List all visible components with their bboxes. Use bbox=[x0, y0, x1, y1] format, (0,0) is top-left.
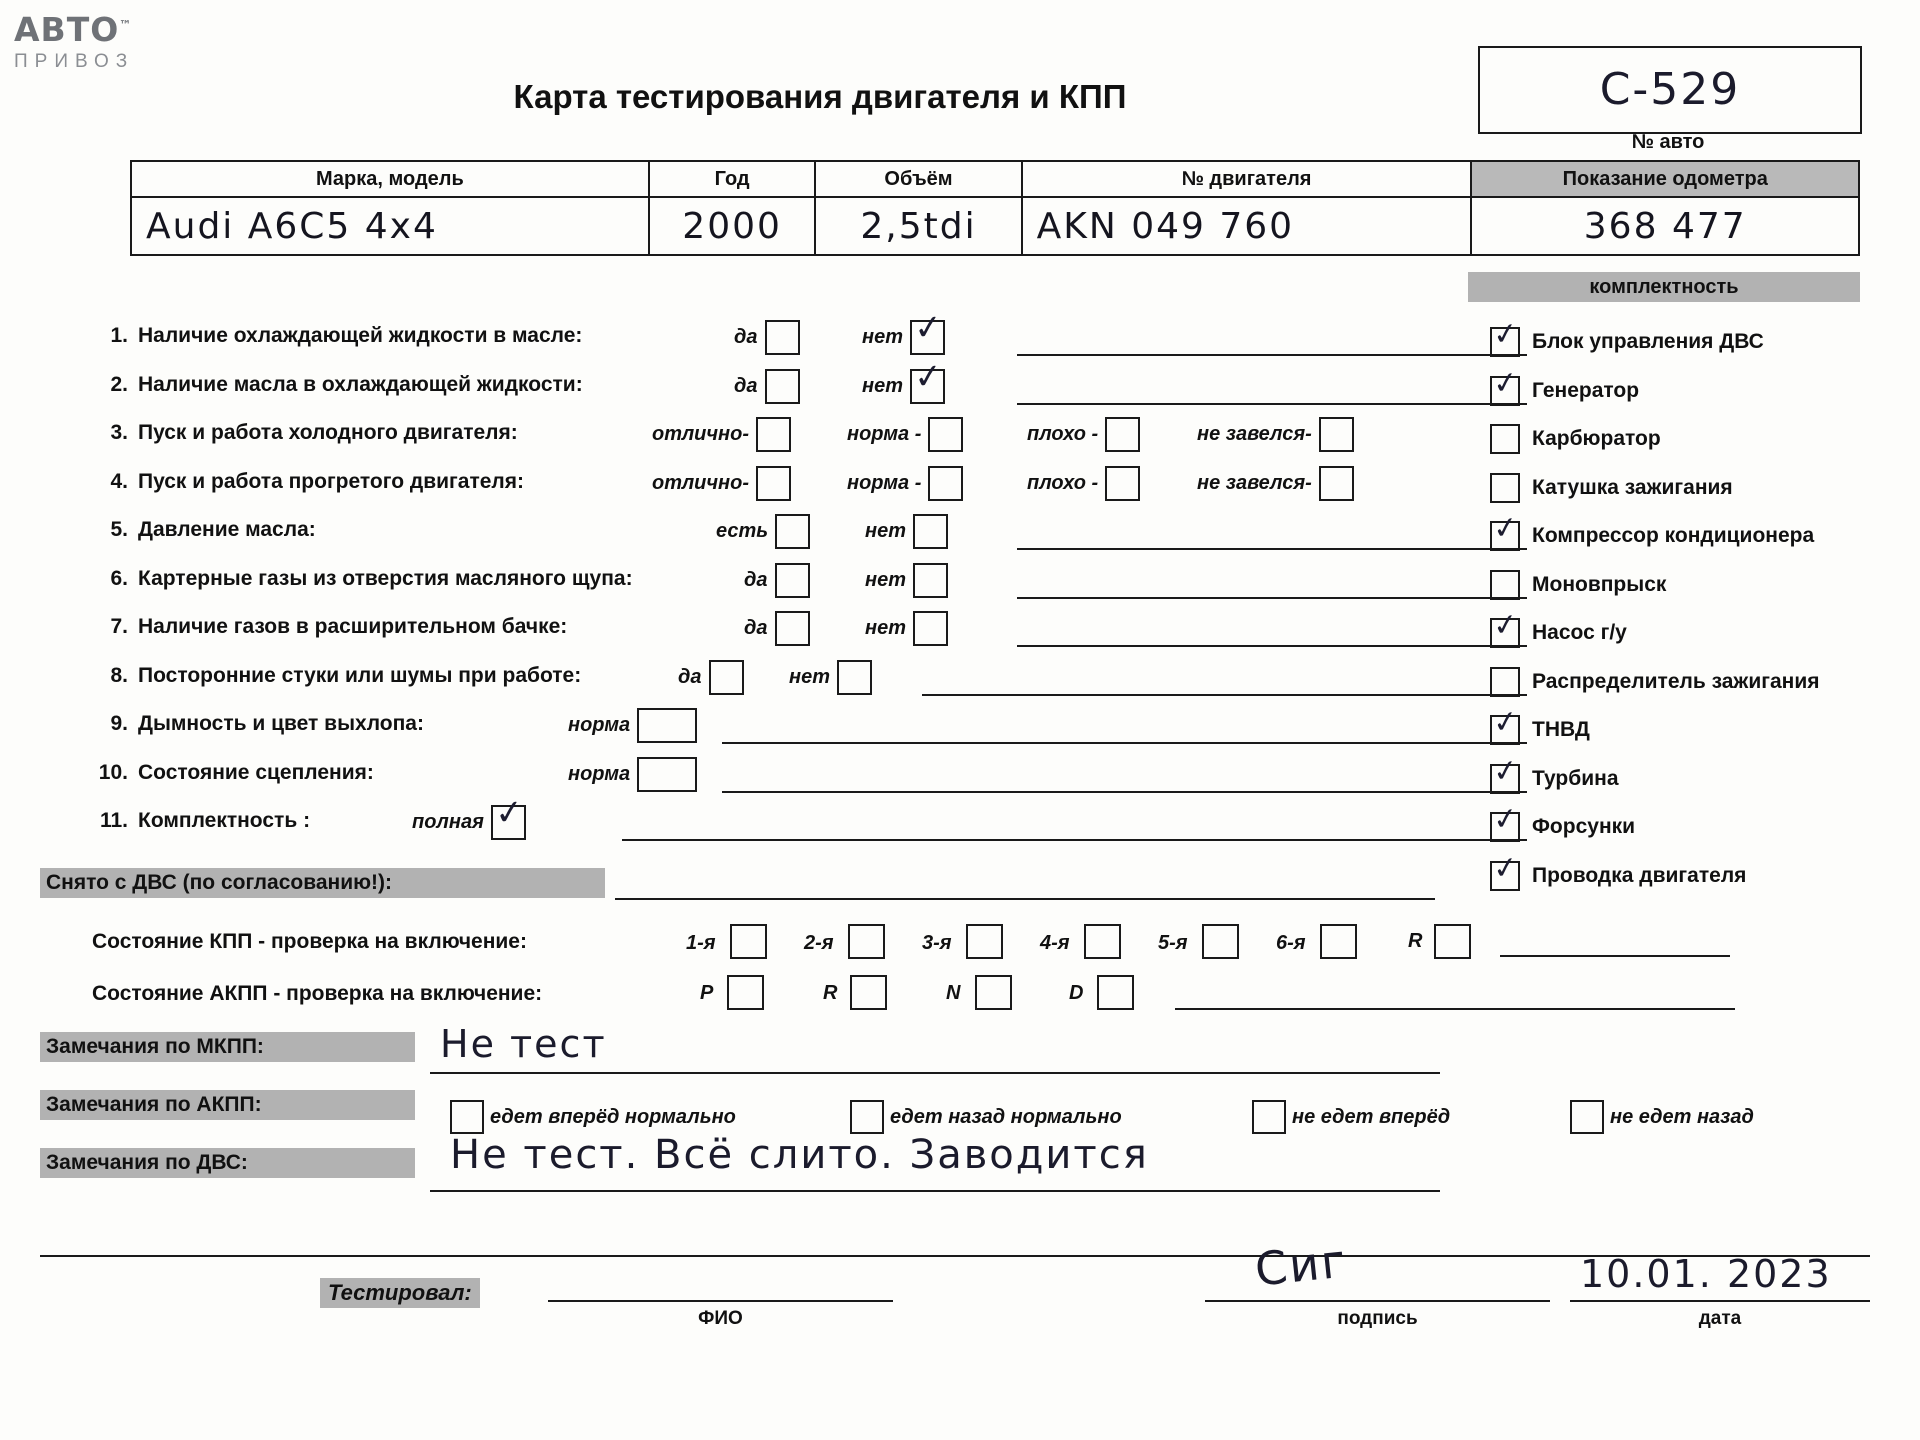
gear-box-5[interactable] bbox=[1202, 924, 1239, 959]
logo-sub-text: ПРИВОЗ bbox=[14, 51, 135, 72]
notes-akpp-label: Замечания по АКПП: bbox=[40, 1090, 415, 1120]
car-number-box bbox=[1478, 46, 1862, 134]
question-text: Пуск и работа прогретого двигателя: bbox=[138, 469, 525, 493]
option-plokho[interactable] bbox=[1027, 466, 1140, 501]
comment-line bbox=[922, 694, 1527, 696]
option-net[interactable] bbox=[865, 514, 948, 549]
removed-from-engine-line bbox=[615, 898, 1435, 900]
notes-mkpp-line bbox=[430, 1072, 1440, 1074]
complectnost-item[interactable] bbox=[1490, 852, 1890, 901]
question-row-9 bbox=[92, 706, 1452, 755]
option-label: не завелся- bbox=[1197, 471, 1312, 494]
question-text: Наличие газов в расширительном бачке: bbox=[138, 615, 568, 638]
complectnost-item[interactable] bbox=[1490, 415, 1890, 464]
question-text: Картерные газы из отверстия масляного щупа: bbox=[138, 566, 633, 590]
table-header-row bbox=[131, 161, 1859, 197]
mkpp-comment-line bbox=[1500, 955, 1730, 957]
comment-line bbox=[1017, 354, 1527, 356]
comment-line bbox=[1017, 597, 1527, 599]
option-label: не завелся- bbox=[1197, 423, 1312, 445]
checkbox-provodka-dvigatelya[interactable] bbox=[1490, 861, 1520, 891]
checkbox-net[interactable] bbox=[910, 369, 945, 404]
complectnost-item[interactable] bbox=[1490, 706, 1890, 755]
akpp-box-r[interactable] bbox=[850, 975, 887, 1010]
question-number: 10. bbox=[98, 760, 128, 784]
gear-label-6: 6-я bbox=[1276, 932, 1306, 954]
complectnost-item-label: Блок управления ДВС bbox=[1532, 330, 1764, 354]
question-number: 11. bbox=[99, 809, 128, 832]
complectnost-item[interactable] bbox=[1490, 803, 1890, 852]
notes-mkpp-label: Замечания по МКПП: bbox=[40, 1032, 415, 1062]
car-number-label: № авто bbox=[1631, 131, 1705, 153]
option-label: норма bbox=[568, 762, 631, 785]
akpp-option-reverse-ok[interactable] bbox=[850, 1100, 1122, 1134]
checkbox-da[interactable] bbox=[775, 563, 810, 598]
checkbox-katushka-zazhiganiya[interactable] bbox=[1490, 473, 1520, 503]
comment-line bbox=[722, 791, 1527, 793]
option-label: есть bbox=[716, 520, 769, 542]
question-row-5 bbox=[92, 512, 1452, 561]
signature-label: подпись bbox=[1337, 1308, 1418, 1329]
checkbox-net[interactable] bbox=[910, 320, 945, 355]
complectnost-item-label: Насос г/у bbox=[1532, 621, 1627, 645]
logo-main-text: АВТО™ bbox=[14, 10, 133, 49]
option-label: нет bbox=[865, 568, 906, 591]
option-label: отлично- bbox=[652, 423, 750, 445]
comment-line bbox=[1017, 403, 1527, 405]
question-number: 4. bbox=[110, 469, 128, 493]
checkbox-norma[interactable] bbox=[928, 466, 963, 501]
option-net[interactable] bbox=[862, 369, 945, 404]
question-number: 8. bbox=[110, 663, 128, 687]
question-text: Давление масла: bbox=[138, 518, 316, 541]
akpp-box-d[interactable] bbox=[1097, 975, 1134, 1010]
option-da[interactable] bbox=[744, 611, 810, 646]
option-label: да bbox=[678, 665, 702, 688]
checkbox-norma[interactable] bbox=[637, 757, 697, 792]
checkbox-ne-zavelsya[interactable] bbox=[1319, 417, 1354, 452]
option-net[interactable] bbox=[865, 611, 948, 646]
value-volume: 2,5tdi bbox=[815, 197, 1021, 255]
gear-box-3[interactable] bbox=[966, 924, 1003, 959]
complectnost-item[interactable] bbox=[1490, 609, 1890, 658]
table-value-row bbox=[131, 197, 1859, 255]
checkbox-est[interactable] bbox=[775, 514, 810, 549]
option-label: нет bbox=[862, 374, 903, 397]
notes-dvs-value: Не тест. Всё слито. Заводится bbox=[450, 1132, 1149, 1178]
gear-label-r: R bbox=[1408, 930, 1423, 952]
questions-list bbox=[92, 318, 1452, 852]
option-label: не едет вперёд bbox=[1292, 1105, 1451, 1128]
checkbox-ne-edet-vpered[interactable] bbox=[1252, 1100, 1286, 1134]
checkbox-da[interactable] bbox=[765, 369, 800, 404]
option-norma[interactable] bbox=[568, 757, 697, 792]
checkbox-otlichno[interactable] bbox=[756, 417, 791, 452]
option-label: нет bbox=[865, 617, 906, 639]
question-row-4 bbox=[92, 464, 1452, 513]
question-row-6 bbox=[92, 561, 1452, 610]
question-row-10 bbox=[92, 755, 1452, 804]
checkbox-raspredelitel-zazhiganiya[interactable] bbox=[1490, 667, 1520, 697]
question-text: Наличие масла в охлаждающей жидкости: bbox=[138, 372, 583, 396]
option-da[interactable] bbox=[678, 660, 744, 695]
question-number: 1. bbox=[110, 324, 128, 347]
option-label: норма - bbox=[847, 471, 922, 494]
checkbox-kompressor-kondicionera[interactable] bbox=[1490, 521, 1520, 551]
notes-mkpp-value: Не тест bbox=[440, 1022, 607, 1066]
avtoprivoz-logo bbox=[14, 10, 189, 73]
checkbox-net[interactable] bbox=[913, 514, 948, 549]
checkbox-generator[interactable] bbox=[1490, 376, 1520, 406]
complectnost-item-label: Турбина bbox=[1532, 766, 1619, 790]
option-polnaya[interactable] bbox=[412, 805, 526, 840]
option-label: не едет назад bbox=[1610, 1105, 1754, 1128]
checkbox-edet-vpered-normalno[interactable] bbox=[450, 1100, 484, 1134]
checkbox-da[interactable] bbox=[765, 320, 800, 355]
complectnost-item-label: Проводка двигателя bbox=[1532, 863, 1747, 887]
checkbox-edet-nazad-normalno[interactable] bbox=[850, 1100, 884, 1134]
option-label: норма - bbox=[847, 423, 922, 445]
col-header-volume: Объём bbox=[815, 161, 1021, 197]
checkbox-norma[interactable] bbox=[637, 708, 697, 743]
gear-box-4[interactable] bbox=[1084, 924, 1121, 959]
fio-label: ФИО bbox=[698, 1308, 743, 1329]
complectnost-item[interactable] bbox=[1490, 658, 1890, 707]
gear-label-2: 2-я bbox=[804, 932, 834, 954]
option-est[interactable] bbox=[716, 514, 810, 549]
signature-mark: Сиг bbox=[1252, 1233, 1350, 1297]
gear-box-1[interactable] bbox=[730, 924, 767, 959]
option-label: да bbox=[744, 568, 768, 591]
complectnost-item-label: ТНВД bbox=[1532, 718, 1590, 742]
value-year: 2000 bbox=[649, 197, 816, 255]
akpp-option-no-reverse[interactable] bbox=[1570, 1100, 1754, 1134]
notes-dvs-line bbox=[430, 1190, 1440, 1192]
complectnost-item[interactable] bbox=[1490, 561, 1890, 610]
option-ne-zavelsya[interactable] bbox=[1197, 417, 1354, 452]
checkbox-ne-zavelsya[interactable] bbox=[1319, 466, 1354, 501]
akpp-label-p: P bbox=[700, 982, 714, 1004]
option-label: плохо - bbox=[1027, 471, 1099, 494]
complectnost-item[interactable] bbox=[1490, 464, 1890, 513]
checkbox-forsunki[interactable] bbox=[1490, 812, 1520, 842]
option-label: едет назад нормально bbox=[890, 1105, 1122, 1128]
gear-box-2[interactable] bbox=[848, 924, 885, 959]
question-row-11 bbox=[92, 803, 1452, 852]
value-odometer: 368 477 bbox=[1471, 197, 1859, 255]
signature-line bbox=[1205, 1300, 1550, 1302]
checkbox-da[interactable] bbox=[709, 660, 744, 695]
checkbox-nasos-gu[interactable] bbox=[1490, 618, 1520, 648]
comment-line bbox=[1017, 548, 1527, 550]
question-text: Комплектность : bbox=[138, 809, 311, 832]
option-otlichno[interactable] bbox=[652, 466, 791, 501]
checkbox-monovprysk[interactable] bbox=[1490, 570, 1520, 600]
col-header-engine-no: № двигателя bbox=[1022, 161, 1472, 197]
option-label: нет bbox=[865, 520, 906, 542]
complectnost-item-label: Форсунки bbox=[1532, 815, 1636, 839]
question-row-7 bbox=[92, 609, 1452, 658]
option-norma[interactable] bbox=[847, 417, 963, 452]
akpp-option-forward-ok[interactable] bbox=[450, 1100, 736, 1134]
question-number: 9. bbox=[110, 712, 128, 735]
option-label: нет bbox=[862, 326, 903, 348]
question-row-8 bbox=[92, 658, 1452, 707]
checkbox-plokho[interactable] bbox=[1105, 466, 1140, 501]
option-label: плохо - bbox=[1027, 423, 1099, 445]
gear-label-3: 3-я bbox=[922, 932, 952, 954]
vehicle-info-table bbox=[130, 160, 1860, 256]
checkbox-plokho[interactable] bbox=[1105, 417, 1140, 452]
notes-dvs-label: Замечания по ДВС: bbox=[40, 1148, 415, 1178]
question-number: 6. bbox=[110, 566, 128, 590]
date-line bbox=[1570, 1300, 1870, 1302]
complectnost-title: комплектность bbox=[1468, 272, 1860, 302]
complectnost-item[interactable] bbox=[1490, 367, 1890, 416]
akpp-box-p[interactable] bbox=[727, 975, 764, 1010]
question-row-2 bbox=[92, 367, 1452, 416]
complectnost-item-label: Катушка зажигания bbox=[1532, 475, 1733, 499]
value-engine-no: AKN 049 760 bbox=[1022, 197, 1472, 255]
complectnost-list bbox=[1490, 318, 1890, 900]
col-header-year: Год bbox=[649, 161, 816, 197]
question-number: 3. bbox=[110, 421, 128, 444]
mkpp-check-label: Состояние КПП - проверка на включение: bbox=[92, 930, 527, 953]
complectnost-item-label: Распределитель зажигания bbox=[1532, 669, 1820, 693]
option-ne-zavelsya[interactable] bbox=[1197, 466, 1354, 501]
option-net[interactable] bbox=[789, 660, 872, 695]
checkbox-net[interactable] bbox=[913, 611, 948, 646]
tested-by-label: Тестировал: bbox=[320, 1278, 480, 1308]
complectnost-item-label: Карбюратор bbox=[1532, 427, 1661, 451]
akpp-comment-line bbox=[1175, 1008, 1735, 1010]
question-number: 2. bbox=[110, 372, 128, 396]
option-da[interactable] bbox=[744, 563, 810, 598]
gear-label-4: 4-я bbox=[1040, 932, 1070, 954]
option-label: да bbox=[744, 617, 768, 639]
question-row-3 bbox=[92, 415, 1452, 464]
option-plokho[interactable] bbox=[1027, 417, 1140, 452]
checkbox-polnaya[interactable] bbox=[491, 805, 526, 840]
gear-label-5: 5-я bbox=[1158, 932, 1188, 954]
comment-line bbox=[722, 742, 1527, 744]
checkbox-net[interactable] bbox=[913, 563, 948, 598]
akpp-box-n[interactable] bbox=[975, 975, 1012, 1010]
option-norma[interactable] bbox=[568, 708, 697, 743]
page-title: Карта тестирования двигателя и КПП bbox=[513, 78, 1127, 115]
complectnost-item[interactable] bbox=[1490, 512, 1890, 561]
checkbox-karbyurator[interactable] bbox=[1490, 424, 1520, 454]
question-number: 7. bbox=[110, 615, 128, 638]
removed-from-engine-label: Снято с ДВС (по согласованию!): bbox=[40, 868, 605, 898]
akpp-option-no-forward[interactable] bbox=[1252, 1100, 1450, 1134]
question-text: Наличие охлаждающей жидкости в масле: bbox=[138, 324, 583, 347]
value-model: Audi A6C5 4x4 bbox=[131, 197, 649, 255]
car-number-value: С-529 bbox=[1599, 64, 1741, 115]
option-label: нет bbox=[789, 665, 830, 688]
checkbox-norma[interactable] bbox=[928, 417, 963, 452]
option-label: полная bbox=[412, 811, 484, 833]
col-header-model: Марка, модель bbox=[131, 161, 649, 197]
checkbox-net[interactable] bbox=[837, 660, 872, 695]
comment-line bbox=[1017, 645, 1527, 647]
date-value: 10.01. 2023 bbox=[1580, 1252, 1832, 1296]
complectnost-item[interactable] bbox=[1490, 755, 1890, 804]
checkbox-turbina[interactable] bbox=[1490, 764, 1520, 794]
akpp-check-label: Состояние АКПП - проверка на включение: bbox=[92, 982, 543, 1005]
gear-box-r[interactable] bbox=[1434, 924, 1471, 959]
option-net[interactable] bbox=[862, 320, 945, 355]
complectnost-item-label: Генератор bbox=[1532, 378, 1640, 402]
checkbox-otlichno[interactable] bbox=[756, 466, 791, 501]
question-number: 5. bbox=[110, 518, 128, 541]
option-label: норма bbox=[568, 714, 631, 736]
checkbox-blok-upravleniya[interactable] bbox=[1490, 327, 1520, 357]
question-text: Дымность и цвет выхлопа: bbox=[138, 712, 424, 735]
trademark-icon: ™ bbox=[119, 18, 133, 32]
question-text: Пуск и работа холодного двигателя: bbox=[138, 421, 518, 444]
question-text: Состояние сцепления: bbox=[138, 760, 374, 784]
col-header-odometer: Показание одометра bbox=[1471, 161, 1859, 197]
fio-line bbox=[548, 1300, 893, 1302]
option-norma[interactable] bbox=[847, 466, 963, 501]
option-da[interactable] bbox=[734, 369, 800, 404]
checkbox-da[interactable] bbox=[775, 611, 810, 646]
option-otlichno[interactable] bbox=[652, 417, 791, 452]
complectnost-item-label: Компрессор кондиционера bbox=[1532, 524, 1815, 548]
option-label: да bbox=[734, 374, 758, 397]
option-label: да bbox=[734, 326, 758, 348]
gear-label-1: 1-я bbox=[686, 932, 716, 954]
complectnost-item-label: Моновпрыск bbox=[1532, 572, 1667, 596]
gear-box-6[interactable] bbox=[1320, 924, 1357, 959]
option-label: едет вперёд нормально bbox=[490, 1105, 736, 1128]
akpp-label-d: D bbox=[1069, 982, 1084, 1004]
comment-line bbox=[622, 839, 1527, 841]
option-da[interactable] bbox=[734, 320, 800, 355]
akpp-label-n: N bbox=[946, 982, 961, 1004]
complectnost-item[interactable] bbox=[1490, 318, 1890, 367]
checkbox-tnvd[interactable] bbox=[1490, 715, 1520, 745]
question-text: Посторонние стуки или шумы при работе: bbox=[138, 663, 582, 687]
option-label: отлично- bbox=[652, 471, 750, 494]
option-net[interactable] bbox=[865, 563, 948, 598]
checkbox-ne-edet-nazad[interactable] bbox=[1570, 1100, 1604, 1134]
akpp-label-r: R bbox=[823, 982, 838, 1004]
date-label: дата bbox=[1698, 1308, 1742, 1329]
question-row-1 bbox=[92, 318, 1452, 367]
